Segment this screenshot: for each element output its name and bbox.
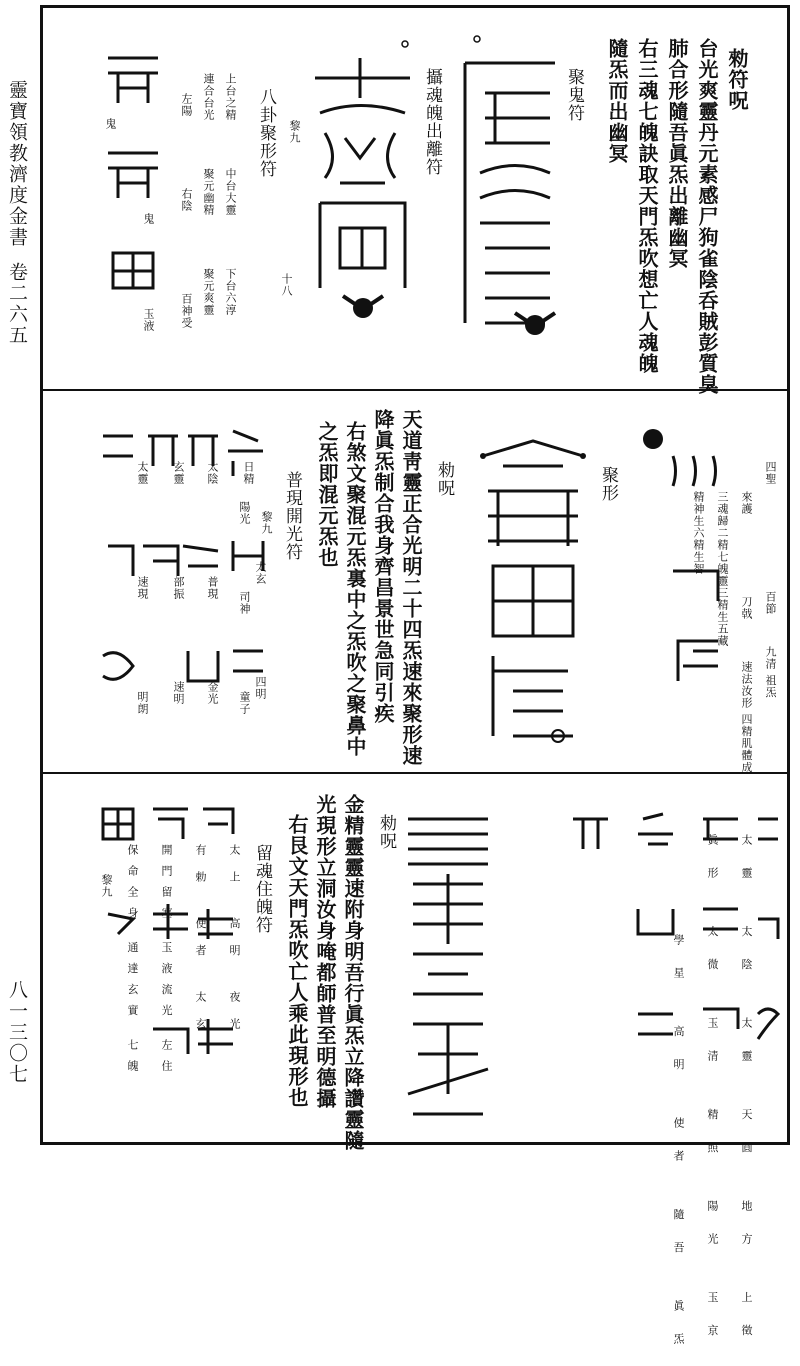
star-label: 陽光 bbox=[238, 501, 251, 525]
right-line: 來護 bbox=[740, 491, 753, 515]
book-title-text: 靈寶領教濟度金書 bbox=[6, 80, 28, 248]
talisman-number: 十八 bbox=[280, 273, 293, 297]
right-line: 速法汝形 四精肌體成 bbox=[740, 661, 753, 774]
right-line: 學星 高明 使者 隨吾 眞炁 bbox=[672, 934, 685, 1366]
right-line: 眞形 太微 玉清 精照 陽光 玉京 bbox=[706, 834, 719, 1358]
edict-line: 肺合形隨吾眞炁出離幽冥 bbox=[665, 38, 689, 269]
panel-top bbox=[43, 8, 787, 395]
edict-line: 之炁即混元炁也 bbox=[315, 421, 339, 568]
bagua-line: 中台大靈 bbox=[224, 168, 237, 216]
edict-line: 降眞炁制合我身齊昌景世急同引疾 bbox=[371, 409, 395, 724]
left-line: 保命全身 通達玄實 七魄 bbox=[126, 844, 139, 1081]
page-frame bbox=[40, 5, 790, 1366]
star-label: 童子 bbox=[238, 691, 251, 715]
star-label: 太玄 bbox=[254, 561, 267, 585]
talisman-seal-4 bbox=[393, 794, 503, 1134]
bagua-number: 黎九 bbox=[288, 120, 301, 144]
star-glyphs bbox=[83, 421, 273, 751]
edict-title: 勑呪 bbox=[376, 814, 396, 850]
left-line: 太上 高明 夜光 bbox=[228, 844, 241, 1045]
talisman-label: 留魂住魄符 bbox=[252, 844, 272, 934]
star-label: 司神 bbox=[238, 591, 251, 615]
star-label: 普現 bbox=[206, 576, 219, 600]
right-glyphs bbox=[513, 799, 783, 1079]
right-line: 精神生六精生智 bbox=[692, 491, 705, 575]
volume-text: 卷二六五 bbox=[6, 262, 28, 346]
right-line: 九清 祖炁 bbox=[764, 646, 777, 699]
star-label: 太靈 bbox=[136, 461, 149, 485]
star-label: 速現 bbox=[136, 576, 149, 600]
talisman-label: 普現開光符 bbox=[282, 471, 302, 561]
edict-line: 台光爽靈丹元素感尸狗雀陰呑賊彭質臭 bbox=[695, 38, 719, 395]
star-label: 部振 bbox=[172, 576, 185, 600]
left-line: 開門留塞 玉液流光 左住 bbox=[160, 844, 173, 1081]
bagua-line: 連合台光 bbox=[202, 73, 215, 121]
edict-line: 右三魂七魄訣取天門炁吹想亡人魂魄 bbox=[635, 38, 659, 374]
star-label: 四明 bbox=[254, 676, 267, 700]
star-label: 金光 bbox=[206, 681, 219, 705]
right-heading: 百節 bbox=[764, 591, 777, 615]
talisman-label: 聚鬼符 bbox=[564, 68, 584, 122]
bagua-line: 聚元爽靈 bbox=[202, 268, 215, 316]
right-heading: 四聖 bbox=[764, 461, 777, 485]
talisman-label: 攝魂魄出離符 bbox=[422, 68, 442, 176]
left-line: 有勅 使者 太玄 bbox=[194, 844, 207, 1045]
star-label: 太陰 bbox=[206, 461, 219, 485]
right-line: 刀戟 bbox=[740, 596, 753, 620]
edict-line: 右艮文天門炁吹亡人乘此現形也 bbox=[285, 814, 309, 1108]
book-title bbox=[4, 80, 31, 346]
star-label: 日精 bbox=[242, 461, 255, 485]
edict-line: 天道靑靈正合光明二十四炁速來聚形速 bbox=[399, 409, 423, 766]
right-line: 三魂歸二精七魄靈三精生五藏 bbox=[716, 491, 729, 647]
edict-title: 勑符呪 bbox=[725, 48, 749, 111]
edict-line: 右煞文聚混元炁裏中之炁吹之聚鼻中 bbox=[343, 421, 367, 757]
seal-dot bbox=[641, 421, 665, 451]
panel-bottom bbox=[43, 774, 787, 1366]
talisman-number: 黎九 bbox=[260, 511, 273, 535]
bagua-title: 八卦聚形符 bbox=[256, 88, 276, 178]
small-label: 右陰 bbox=[180, 188, 193, 212]
page-number: 八一三〇七 bbox=[6, 980, 28, 1085]
small-label: 左陽 bbox=[180, 93, 193, 117]
edict-line: 金精靈靈速附身明吾行眞炁立降讚靈隨 bbox=[341, 794, 365, 1151]
star-label: 玄靈 bbox=[172, 461, 185, 485]
left-glyphs bbox=[93, 804, 243, 1064]
star-label: 明朗 bbox=[136, 691, 149, 715]
panel-middle bbox=[43, 391, 787, 774]
bagua-line: 聚元幽精 bbox=[202, 168, 215, 216]
talisman-seal-2 bbox=[305, 38, 417, 338]
bagua-line: 下台六淳 bbox=[224, 268, 237, 316]
small-label: 百神受 bbox=[180, 293, 193, 329]
small-label: 鬼 bbox=[142, 213, 155, 225]
star-label: 速明 bbox=[172, 681, 185, 705]
bagua-line: 上台之精 bbox=[224, 73, 237, 121]
talisman-seal-1 bbox=[455, 33, 565, 353]
juxing-label: 聚形 bbox=[598, 466, 618, 502]
edict-title: 勑呪 bbox=[434, 461, 454, 497]
bagua-glyphs bbox=[98, 43, 168, 303]
talisman-seal-3 bbox=[473, 436, 593, 756]
small-label: 玉液 bbox=[142, 308, 155, 332]
edict-line: 光現形立洞汝身唵都師普至明德攝 bbox=[313, 794, 337, 1109]
edict-line: 隨炁而出幽冥 bbox=[605, 38, 629, 164]
talisman-number: 黎九 bbox=[100, 874, 113, 898]
right-line: 太靈 太陰 太靈 天圓 地方 上徵 bbox=[740, 834, 753, 1358]
small-label: 鬼 bbox=[104, 118, 117, 130]
